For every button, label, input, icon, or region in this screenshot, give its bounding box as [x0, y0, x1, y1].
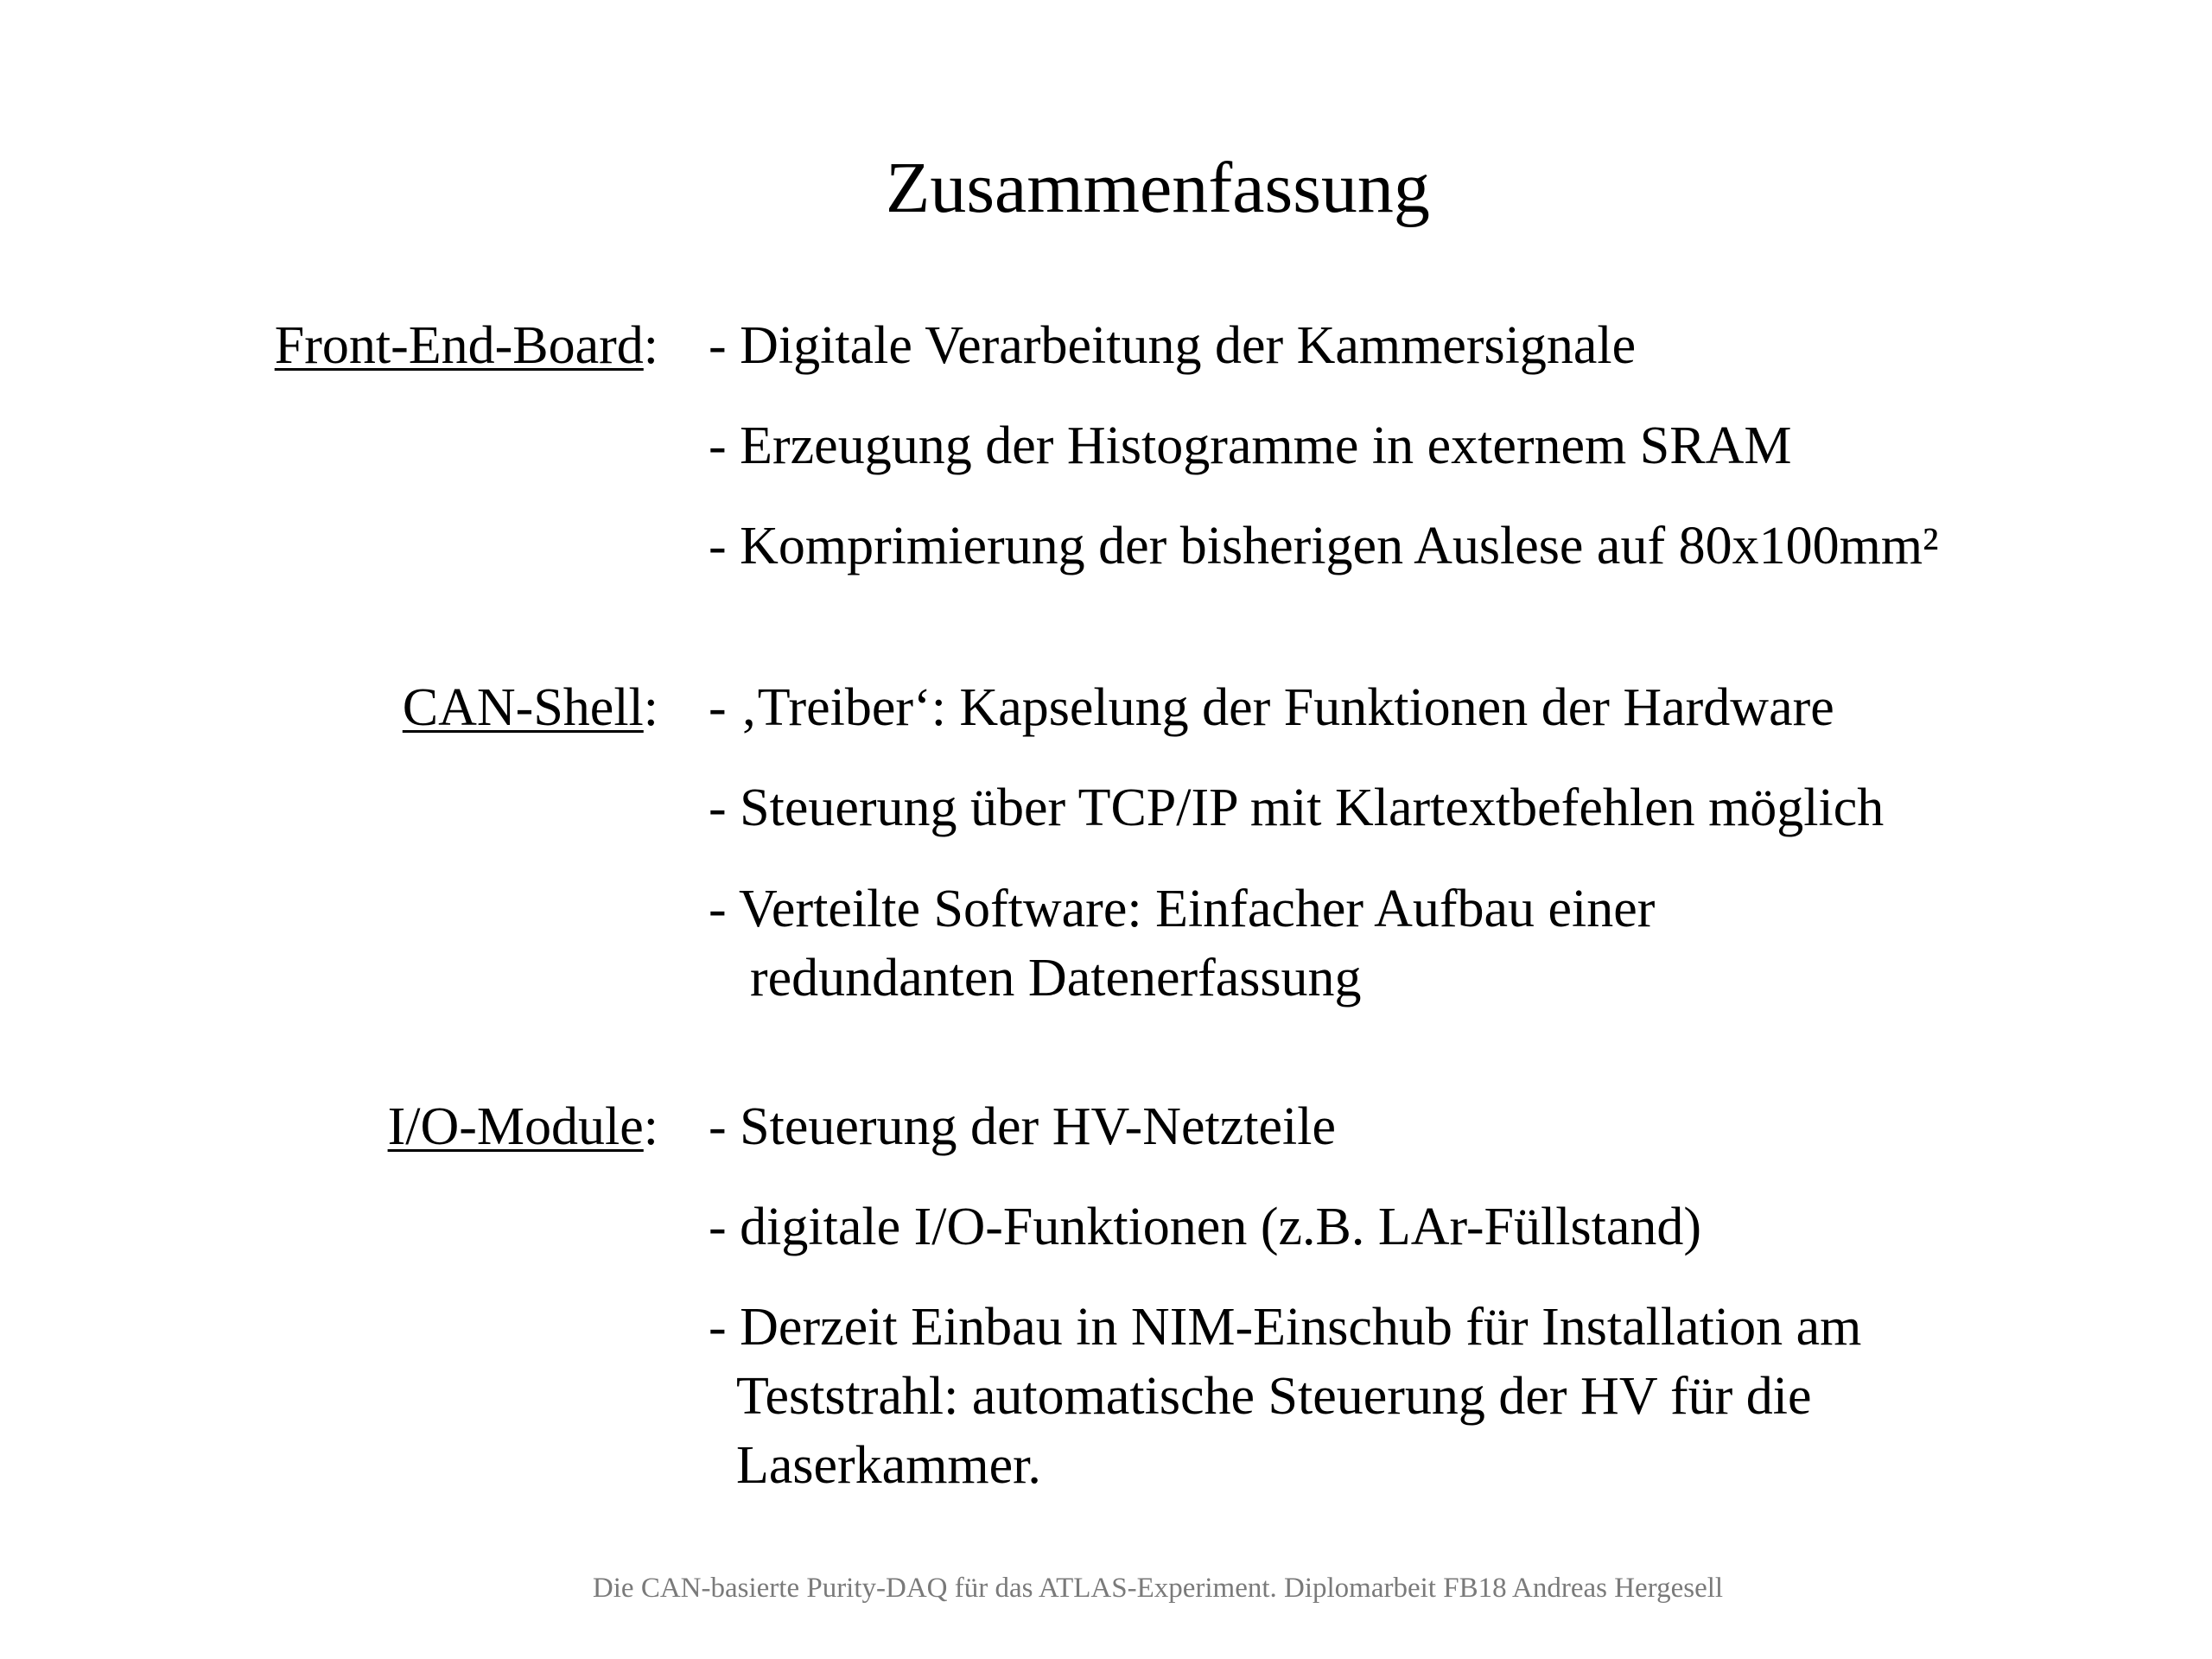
- bullet-item: [709, 874, 1655, 1013]
- bullet-item: - ‚Treiber‘: Kapselung der Funktionen der Hardware: [709, 678, 1834, 737]
- bullet-line: - Verteilte Software: Einfacher Aufbau einer: [709, 880, 1656, 938]
- section-label-text: CAN-Shell: [402, 678, 644, 737]
- section-label-io-module: [388, 1096, 658, 1158]
- section-label-text: Front-End-Board: [274, 316, 644, 375]
- bullet-continuation: Laserkammer.: [736, 1436, 1041, 1495]
- bullet-continuation: Teststrahl: automatische Steuerung der HV für die: [736, 1367, 1812, 1426]
- section-label-front-end-board: [275, 315, 658, 377]
- section-label-colon: :: [643, 1097, 658, 1156]
- section-label-can-shell: [403, 677, 658, 739]
- bullet-item: - Komprimierung der bisherigen Auslese auf 80x100mm²: [709, 517, 1939, 575]
- section-label-colon: :: [643, 678, 658, 737]
- bullet-item: - Erzeugung der Histogramme in externem SRAM: [709, 416, 1792, 475]
- bullet-item: - digitale I/O-Funktionen (z.B. LAr-Füllstand): [709, 1198, 1701, 1256]
- section-label-colon: :: [643, 316, 658, 375]
- bullet-item: - Digitale Verarbeitung der Kammersignale: [709, 316, 1637, 375]
- bullet-item: [709, 1293, 1861, 1500]
- slide-footer: Die CAN-basierte Purity-DAQ für das ATLAS-Experiment. Diplomarbeit FB18 Andreas Hergesell: [592, 1573, 1724, 1604]
- slide-title: Zusammenfassung: [886, 148, 1430, 228]
- section-label-text: I/O-Module: [387, 1097, 644, 1156]
- bullet-item: - Steuerung der HV-Netzteile: [709, 1097, 1336, 1156]
- bullet-line: - Derzeit Einbau in NIM-Einschub für Installation am: [709, 1298, 1862, 1357]
- bullet-continuation: redundanten Datenerfassung: [750, 949, 1362, 1007]
- bullet-item: - Steuerung über TCP/IP mit Klartextbefehlen möglich: [709, 779, 1885, 837]
